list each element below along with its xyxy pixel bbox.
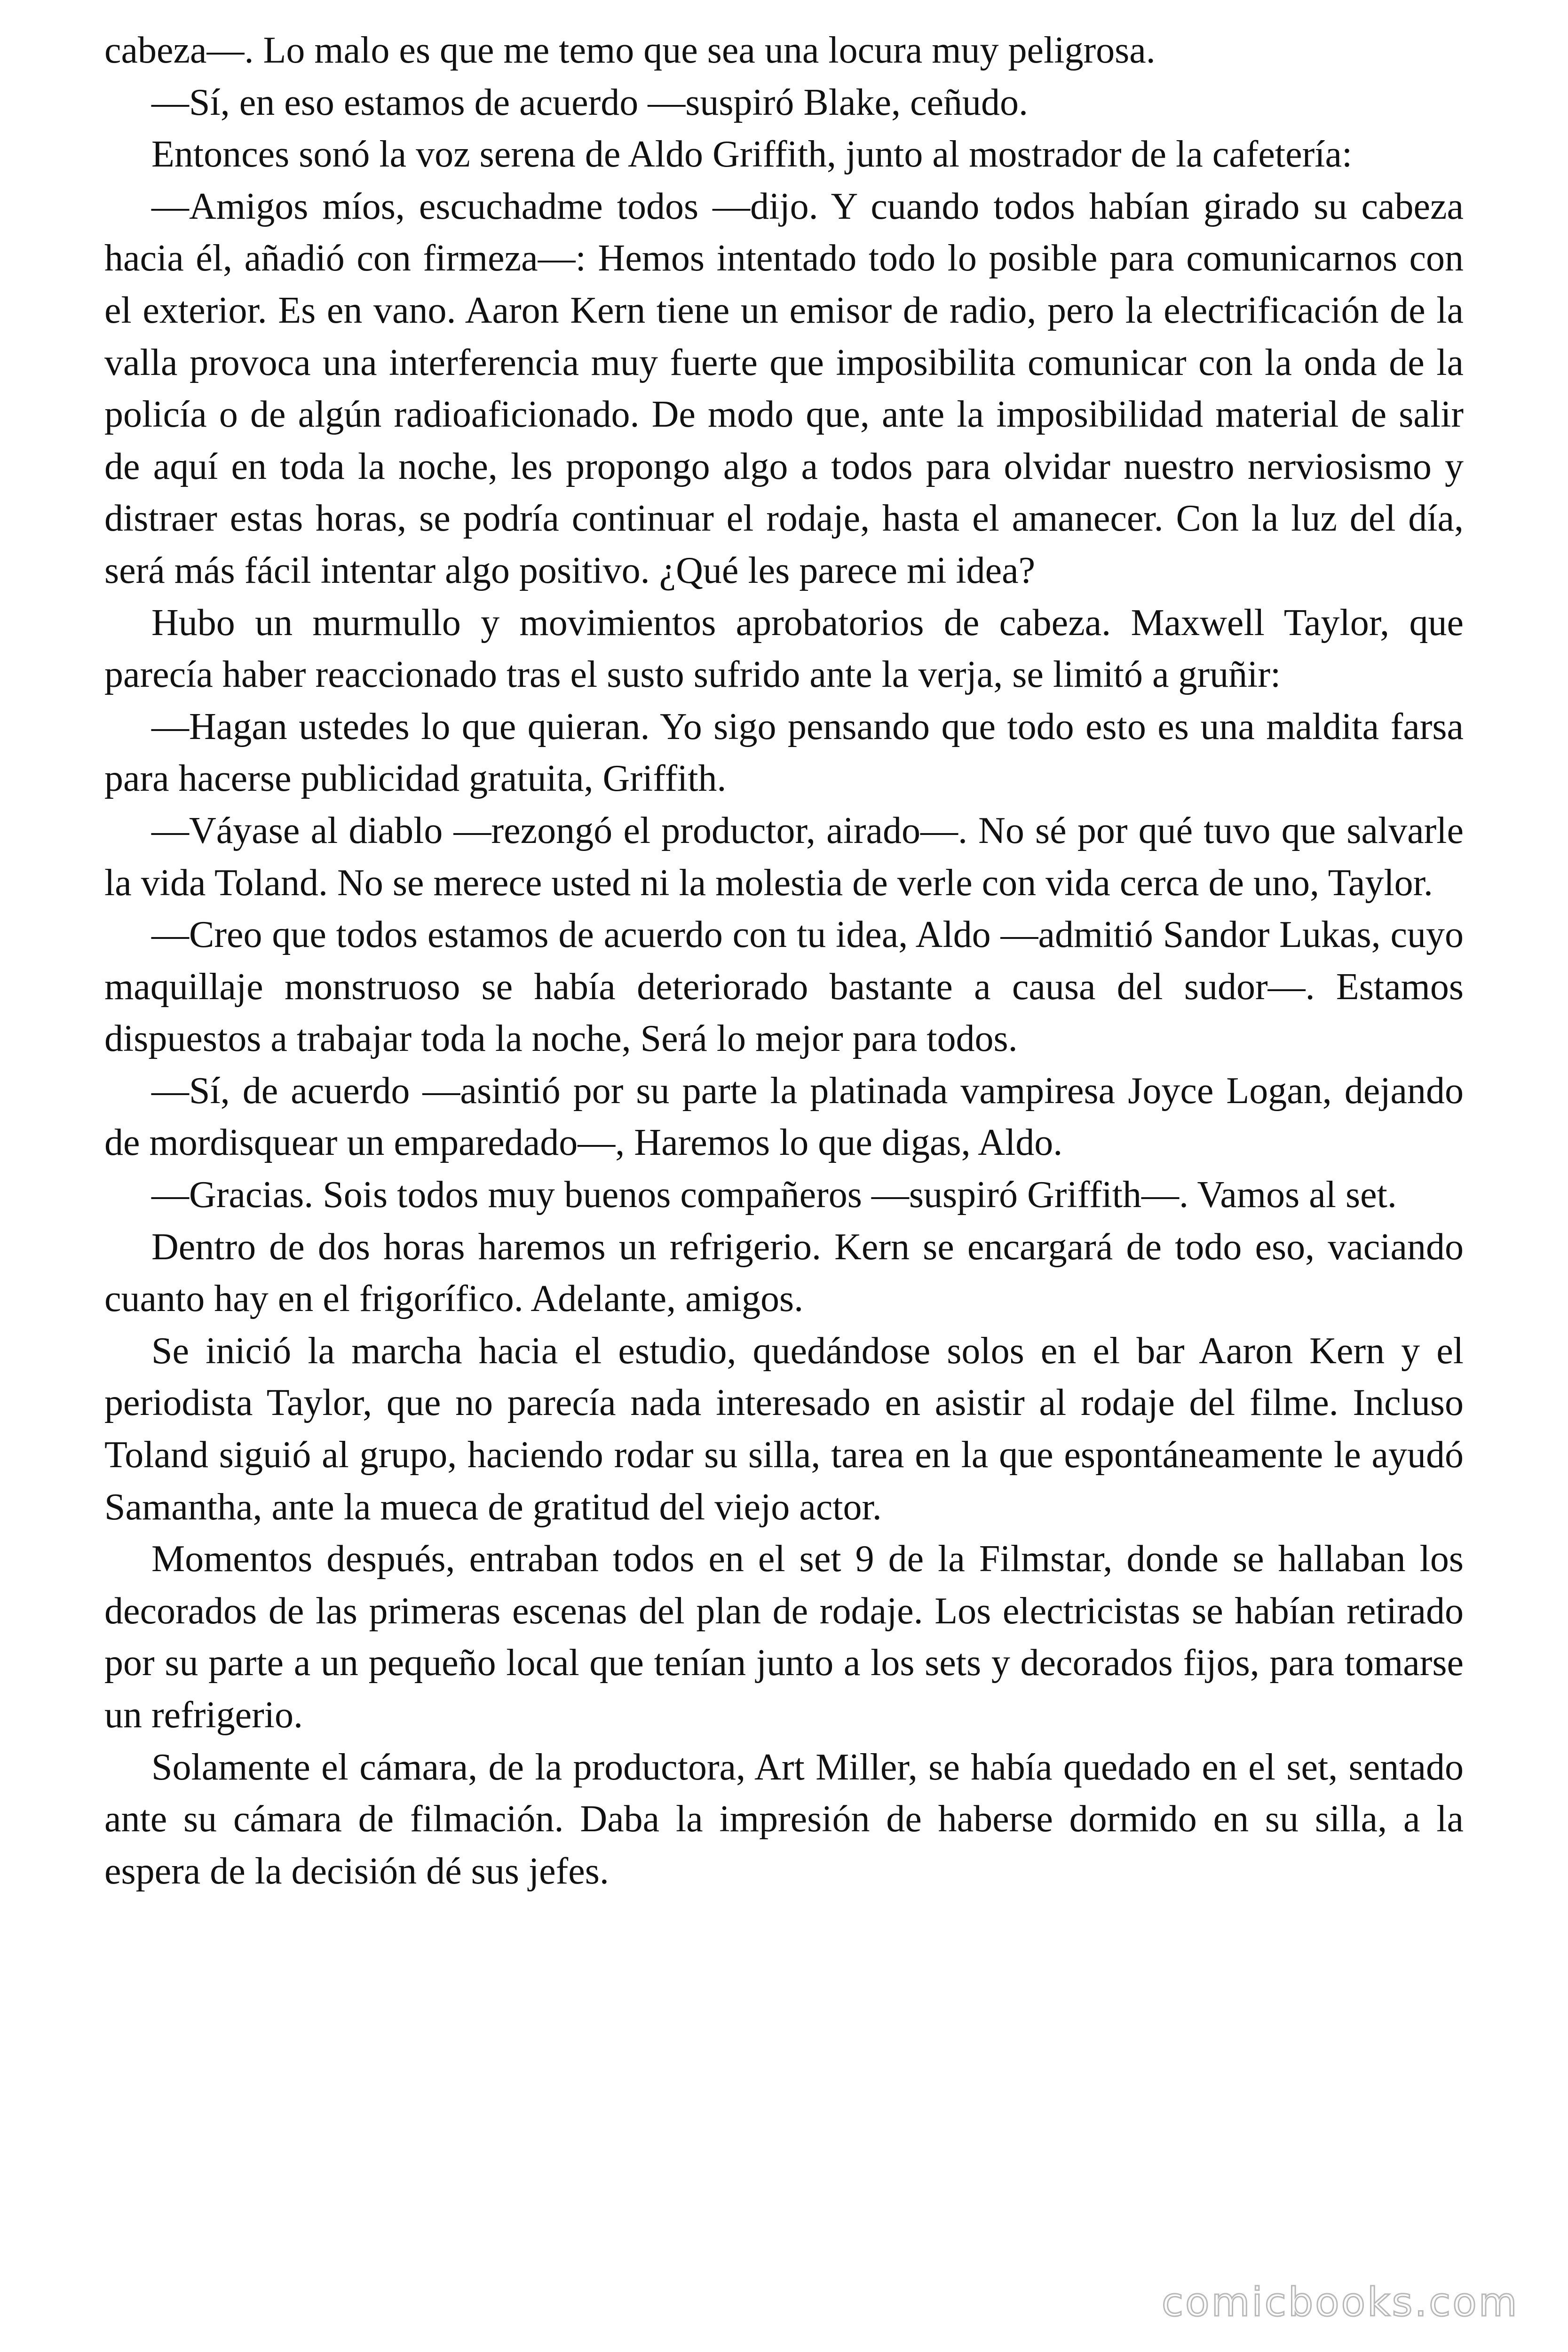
paragraph: —Creo que todos estamos de acuerdo con tu idea, Aldo —admitió Sandor Lukas, cuyo maquillaje monstruoso se había deteriorado bastante a causa del sudor—. Estamos dispuestos a trabajar toda la noche, Será lo mejor para todos. <box>104 914 1464 1060</box>
paragraph: —Váyase al diablo —rezongó el productor, airado—. No sé por qué tuvo que salvarle la vida Toland. No se merece usted ni la molestia de verle con vida cerca de uno, Taylor. <box>104 810 1464 904</box>
paragraph: Hubo un murmullo y movimientos aprobatorios de cabeza. Maxwell Taylor, que parecía haber reaccionado tras el susto sufrido ante la verja, se limitó a gruñir: <box>104 602 1464 696</box>
paragraph: Solamente el cámara, de la productora, Art Miller, se había quedado en el set, sentado ante su cámara de filmación. Daba la impresión de haberse dormido en su silla, a la espera de la decisión dé sus jefes. <box>104 1746 1464 1892</box>
page-text <box>104 24 1464 1897</box>
paragraph: Entonces sonó la voz serena de Aldo Griffith, junto al mostrador de la cafetería: <box>151 134 1353 175</box>
paragraph: —Sí, de acuerdo —asintió por su parte la platinada vampiresa Joyce Logan, dejando de mordisquear un emparedado—, Haremos lo que digas, Aldo. <box>104 1070 1464 1164</box>
watermark: comicbooks.com <box>1162 2279 1519 2325</box>
paragraph: —Sí, en eso estamos de acuerdo —suspiró Blake, ceñudo. <box>151 81 1029 123</box>
paragraph: Dentro de dos horas haremos un refrigerio. Kern se encargará de todo eso, vaciando cuanto hay en el frigorífico. Adelante, amigos. <box>104 1226 1464 1320</box>
paragraph: —Gracias. Sois todos muy buenos compañeros —suspiró Griffith—. Vamos al set. <box>151 1174 1397 1216</box>
paragraph: cabeza—. Lo malo es que me temo que sea una locura muy peligrosa. <box>104 30 1156 71</box>
paragraph: —Hagan ustedes lo que quieran. Yo sigo pensando que todo esto es una maldita farsa para hacerse publicidad gratuita, Griffith. <box>104 706 1464 800</box>
paragraph: Se inició la marcha hacia el estudio, quedándose solos en el bar Aaron Kern y el periodista Taylor, que no parecía nada interesado en asistir al rodaje del filme. Incluso Toland siguió al grupo, haciendo rodar su silla, tarea en la que espontáneamente le ayudó Samantha, ante la mueca de gratitud del viejo actor. <box>104 1330 1464 1528</box>
paragraph: —Amigos míos, escuchadme todos —dijo. Y cuando todos habían girado su cabeza hacia él, añadió con firmeza—: Hemos intentado todo lo posible para comunicarnos con el exterior. Es en vano. Aaron Kern tiene un emisor de radio, pero la electrificación de la valla provoca una interferencia muy fuerte que imposibilita comunicar con la onda de la policía o de algún radioaficionado. De modo que, ante la imposibilidad material de salir de aquí en toda la noche, les propongo algo a todos para olvidar nuestro nerviosismo y distraer estas horas, se podría continuar el rodaje, hasta el amanecer. Con la luz del día, será más fácil intentar algo positivo. ¿Qué les parece mi idea? <box>104 185 1464 591</box>
paragraph: Momentos después, entraban todos en el set 9 de la Filmstar, donde se hallaban los decorados de las primeras escenas del plan de rodaje. Los electricistas se habían retirado por su parte a un pequeño local que tenían junto a los sets y decorados fijos, para tomarse un refrigerio. <box>104 1538 1464 1736</box>
